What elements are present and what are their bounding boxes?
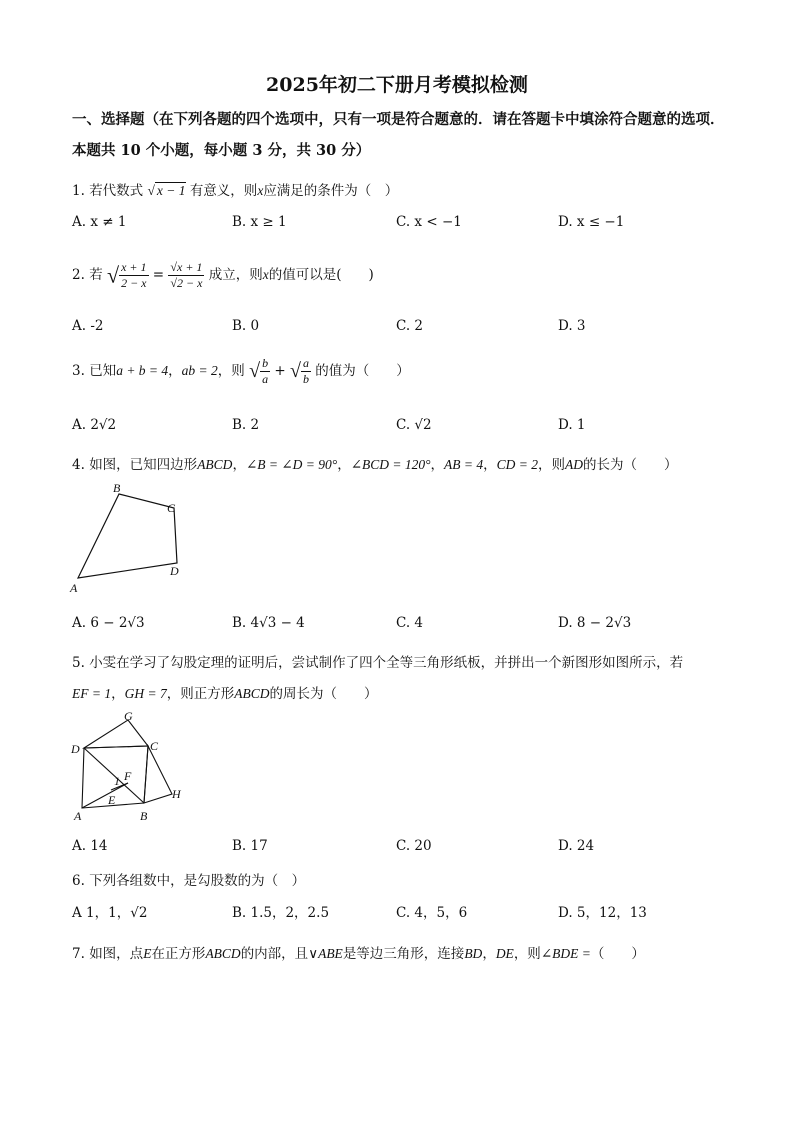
label-d: D	[170, 564, 179, 578]
label-a: A	[70, 581, 78, 595]
question-6: 6. 下列各组数中，是勾股数的为（ ）	[72, 873, 306, 889]
question-5: 5. 小雯在学习了勾股定理的证明后，尝试制作了四个全等三角形纸板，并拼出一个新图形如图所示，若	[72, 655, 684, 671]
option-c: C. 4	[396, 615, 424, 631]
sqrt-expression: √ x − 1	[147, 183, 186, 198]
option-d: D. 1	[558, 417, 586, 433]
section-heading: 一、选择题（在下列各题的四个选项中，只有一项是符合题意的．请在答题卡中填涂符合题意的选项．本题共 10 个小题，每小题 3 分，共 30 分）	[72, 111, 725, 159]
quadrilateral-abcd	[78, 494, 177, 578]
option-c: C. 20	[396, 838, 432, 854]
option-c: C. √2	[396, 417, 432, 433]
option-d: D. 5，12，13	[558, 905, 647, 921]
option-c: C. 2	[396, 318, 424, 334]
pythagoras-figure	[66, 708, 196, 826]
question-number: 2.	[72, 267, 85, 283]
label-b: B	[140, 809, 148, 823]
option-b: B. 4√3 − 4	[232, 615, 305, 631]
question-number: 4.	[72, 457, 85, 473]
option-a: A. 6 − 2√3	[72, 615, 145, 631]
question-3: 3. 已知a + b = 4，ab = 2，则 √ $\frac{b}{a}$ + √ $\frac{a}{b}$ 的值为（ ）	[72, 356, 410, 386]
option-c: C. 4，5，6	[396, 905, 468, 921]
question-number: 5.	[72, 655, 85, 671]
option-a: A. 14	[72, 838, 108, 854]
label-f: F	[124, 769, 132, 783]
option-d: D. 24	[558, 838, 595, 854]
label-c: C	[167, 501, 176, 515]
option-a: A 1，1，√2	[72, 905, 148, 921]
label-a: A	[74, 809, 82, 823]
option-d: D. 3	[558, 318, 586, 334]
option-a: A. -2	[72, 318, 104, 334]
label-b: B	[113, 481, 121, 495]
question-2: 2. 若 √ $\frac{x + 1}{2 - x}$ = $\frac{√x + 1}{√2 - x}$ 成立，则x的值可以是( )	[72, 260, 374, 290]
option-a: A. x ≠ 1	[72, 214, 127, 230]
option-d: D. x ≤ −1	[558, 214, 625, 230]
question-number: 3.	[72, 363, 85, 379]
question-number: 7.	[72, 946, 85, 962]
page-title: 2025年初二下册月考模拟检测	[266, 74, 528, 96]
option-a: A. 2√2	[72, 417, 117, 433]
question-1: 1. 若代数式 √ x − 1 有意义，则x应满足的条件为（ ）	[72, 183, 399, 199]
option-b: B. 17	[232, 838, 268, 854]
option-b: B. 2	[232, 417, 260, 433]
label-g: G	[124, 709, 133, 723]
question-5-line2: EF = 1，GH = 7，则正方形ABCD的周长为（ ）	[72, 686, 378, 702]
label-c: C	[150, 739, 159, 753]
label-h: H	[172, 787, 181, 801]
fraction-right: $\frac{√x + 1}{√2 - x}$	[170, 260, 203, 290]
label-e: E	[108, 793, 116, 807]
option-c: C. x < −1	[396, 214, 462, 230]
option-b: B. 1.5，2，2.5	[232, 905, 330, 921]
option-b: B. 0	[232, 318, 260, 334]
option-d: D. 8 − 2√3	[558, 615, 632, 631]
question-4: 4. 如图，已知四边形ABCD，∠B = ∠D = 90°，∠BCD = 120°，AB = 4，CD = 2，则AD的长为（ ）	[72, 457, 678, 473]
question-text: 若代数式	[89, 183, 144, 199]
question-number: 6.	[72, 873, 85, 889]
question-number: 1.	[72, 183, 85, 199]
quadrilateral-figure	[66, 478, 196, 600]
label-angle-1: 1	[114, 774, 120, 788]
question-7: 7. 如图，点E在正方形ABCD的内部，且∨ABE是等边三角形，连接BD，DE，则∠BDE =（ ）	[72, 946, 645, 962]
fraction-left: $\frac{x + 1}{2 - x}$	[121, 260, 147, 290]
label-d: D	[71, 742, 80, 756]
option-b: B. x ≥ 1	[232, 214, 287, 230]
